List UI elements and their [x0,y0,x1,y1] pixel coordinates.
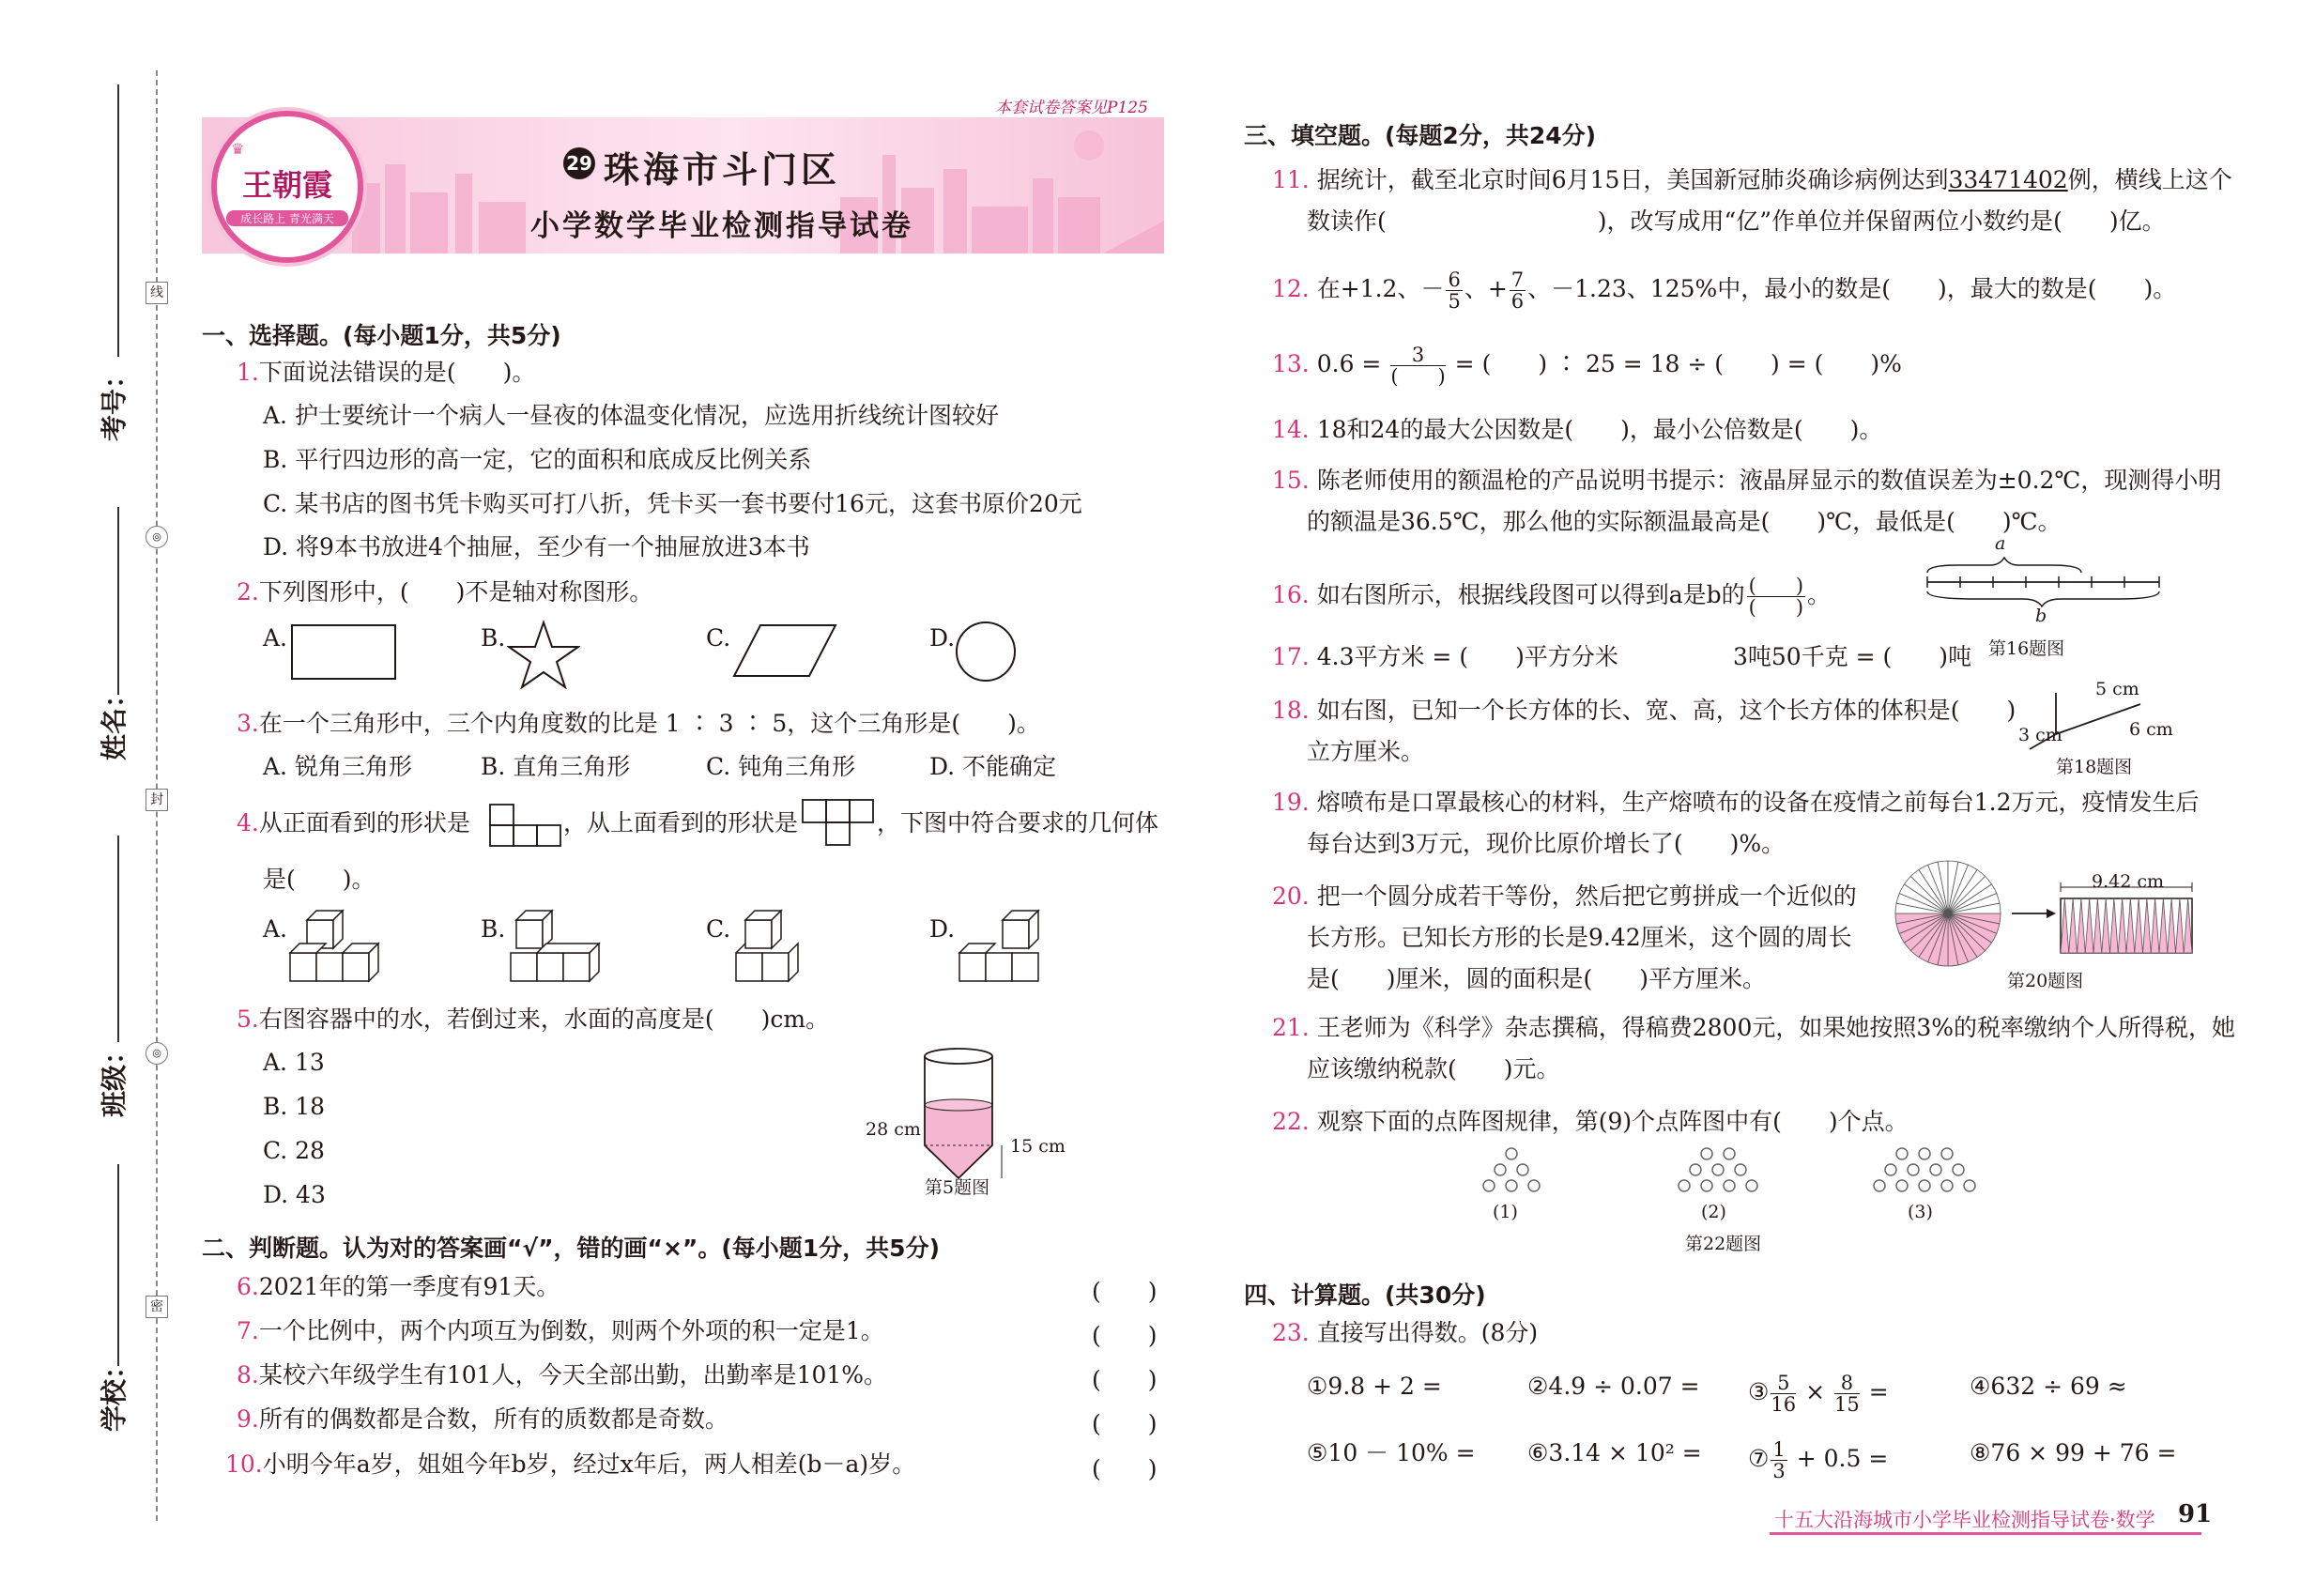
q5-dim-28: 28 cm [866,1119,921,1140]
crown-icon: ♛ [231,140,245,158]
rectangle-shape [291,624,396,680]
q23-item-8: ⑧76 × 99 + 76 = [1970,1439,2177,1466]
q11-line1: 11. 据统计，截至北京时间6月15日，美国新冠肺炎确诊病例达到33471402例，横线上这个 [1272,166,2232,193]
q20-line3: 是( )厘米，圆的面积是( )平方厘米。 [1307,965,1767,992]
school-blank [117,1164,119,1366]
q18-caption: 第18题图 [2056,757,2133,777]
q22-stem: 22. 观察下面的点阵图规律，第(9)个点阵图中有( )个点。 [1272,1108,1909,1135]
section3-title: 三、填空题。(每题2分，共24分) [1244,122,1597,149]
q4-stem-c: ，下图中符合要求的几何体 [877,809,1159,836]
q5-option-d: D. 43 [263,1181,326,1208]
q22-label-3: (3) [1908,1202,1933,1222]
q9-answer-box[interactable]: ( ) [1092,1410,1158,1437]
q15-line1: 15. 陈老师使用的额温枪的产品说明书提示：液晶屏显示的数值误差为±0.2℃，现测得小明 [1272,467,2222,494]
q6-stem: 6.2021年的第一季度有91天。 [237,1273,560,1300]
q23-item-6: ⑥3.14 × 10² = [1527,1439,1702,1466]
q3-stem: 3.在一个三角形中，三个内角度数的比是 1 ∶ 3 ∶ 5，这个三角形是( )。 [237,710,1040,737]
q5-option-a: A. 13 [263,1049,325,1076]
q5-stem: 5.右图容器中的水，若倒过来，水面的高度是( )cm。 [237,1005,830,1033]
q5-dim-15: 15 cm [1010,1136,1066,1157]
circle-shape [954,620,1018,683]
q5-option-b: B. 18 [263,1093,326,1120]
q3-option-b: B. 直角三角形 [481,753,631,780]
logo-badge [211,111,363,263]
q4-label-a: A. [263,915,288,943]
q22-caption: 第22题图 [1685,1234,1762,1254]
q18-line1: 18. 如右图，已知一个长方体的长、宽、高，这个长方体的体积是( ) [1272,697,2016,724]
cube-figure-b [507,906,620,986]
front-view-figure [488,803,563,850]
q18-dim-length: 6 cm [2129,719,2173,740]
q8-stem: 8.某校六年级学生有101人，今天全部出勤，出勤率是101%。 [237,1361,888,1389]
q3-option-c: C. 钝角三角形 [706,753,856,780]
q21-line2: 应该缴纳税款( )元。 [1307,1055,1560,1082]
side-label-exam-number: 考号： [99,361,130,441]
top-view-figure [801,798,876,847]
q2-label-d: D. [929,624,956,652]
q1-option-b: B. 平行四边形的高一定，它的面积和底成反比例关系 [263,446,812,473]
class-blank [117,836,119,1042]
q1-option-a: A. 护士要统计一个病人一昼夜的体温变化情况，应选用折线统计图较好 [263,402,999,429]
q2-label-c: C. [706,624,731,652]
q1-stem: 1.下面说法错误的是( )。 [237,359,536,386]
q18-line2: 立方厘米。 [1307,738,1425,765]
q10-answer-box[interactable]: ( ) [1092,1455,1158,1482]
binding-circle-1: ◎ [146,526,168,548]
q13-stem: 13. 0.6 = $\frac{3}{( )}$ = ( ) ∶ 25 = 18 ÷ ( ) = ( )% [1272,344,1902,388]
logo-text: 王朝霞 [241,167,332,203]
q23-item-3: ③ $\frac{5}{16}$ × $\frac{8}{15}$ = [1748,1372,1889,1416]
parallelogram-shape [732,623,837,678]
binding-mark-feng: 封 [146,789,168,811]
q5-caption: 第5题图 [925,1177,990,1198]
q4-stem: 4.从正面看到的形状是 [237,809,470,836]
cube-figure-c [732,906,826,986]
q20-caption: 第20题图 [2007,971,2084,991]
q16-label-b: b [2035,606,2047,626]
q18-dim-width: 3 cm [2018,725,2062,745]
q22-dot-patterns [1464,1145,2028,1197]
q15-line2: 的额温是36.5℃，那么他的实际额温最高是( )℃，最低是( )℃。 [1307,508,2062,535]
exam-subtitle: 小学数学毕业检测指导试卷 [530,209,913,243]
exam-number-badge: 29 [563,147,595,179]
q1-option-d: D. 将9本书放进4个抽屉，至少有一个抽屉放进3本书 [263,533,810,560]
q20-line2: 长方形。已知长方形的长是9.42厘米，这个圆的周长 [1307,924,1852,951]
side-label-class: 班级： [99,1037,130,1117]
q3-option-d: D. 不能确定 [929,753,1057,780]
q23-item-7: ⑦ $\frac{1}{3}$ + 0.5 = [1748,1438,1889,1482]
q23-item-1: ①9.8 + 2 = [1307,1373,1442,1400]
binding-mark-mi: 密 [146,1296,168,1318]
q21-line1: 21. 王老师为《科学》杂志撰稿，得稿费2800元，如果她按照3%的税率缴纳个人所得税，她 [1272,1014,2236,1041]
q10-stem: 10.小明今年a岁，姐姐今年b岁，经过x年后，两人相差(b－a)岁。 [225,1450,916,1478]
q4-label-d: D. [929,915,956,943]
logo-slogan: 成长路上 青光满天 [226,210,348,226]
q14-stem: 14. 18和24的最大公因数是( )，最小公倍数是( )。 [1272,416,1883,443]
section4-title: 四、计算题。(共30分) [1244,1281,1486,1309]
q22-label-2: (2) [1701,1202,1726,1222]
q16-stem: 16. 如右图所示，根据线段图可以得到a是b的 $\frac{( )}{( )}$ 。 [1272,575,1832,619]
name-blank [117,507,119,695]
q18-dim-height: 5 cm [2095,679,2139,699]
footer-text: 十五大沿海城市小学毕业检测指导试卷·数学 [1774,1509,2155,1531]
q17-stem-b: 3吨50千克 = ( )吨 [1733,643,1972,670]
q23-item-4: ④632 ÷ 69 ≈ [1970,1373,2127,1400]
section2-title: 二、判断题。认为对的答案画“√”，错的画“×”。(每小题1分，共5分) [202,1235,940,1262]
q22-label-1: (1) [1493,1202,1518,1222]
binding-circle-2: ◎ [146,1042,168,1065]
q17-stem-a: 17. 4.3平方米 = ( )平方分米 [1272,643,1618,670]
q16-label-a: a [1995,533,2006,554]
q3-option-a: A. 锐角三角形 [263,753,412,780]
q5-option-c: C. 28 [263,1137,325,1164]
rearranged-rectangle [2061,898,2192,953]
q23-item-5: ⑤10 － 10% = [1307,1439,1476,1466]
q16-caption: 第16题图 [1988,638,2065,659]
exam-title: 珠海市斗门区 [604,148,841,191]
q6-answer-box[interactable]: ( ) [1092,1278,1158,1305]
side-label-school: 学校： [99,1352,130,1432]
q8-answer-box[interactable]: ( ) [1092,1366,1158,1393]
q19-line2: 每台达到3万元，现价比原价增长了( )%。 [1307,830,1786,857]
page-number: 91 [2178,1500,2213,1528]
exam-number-blank [117,84,119,357]
cube-figure-d [956,906,1050,986]
q7-stem: 7.一个比例中，两个内项互为倒数，则两个外项的积一定是1。 [237,1317,884,1344]
footer-rule [1770,1532,2201,1535]
q7-answer-box[interactable]: ( ) [1092,1322,1158,1349]
section1-title: 一、选择题。(每小题1分，共5分) [202,322,561,349]
q23-item-2: ②4.9 ÷ 0.07 = [1527,1373,1700,1400]
q4-stem-b: ，从上面看到的形状是 [563,809,799,836]
container-figure [915,1047,1028,1188]
q4-label-b: B. [481,915,506,943]
divided-circle [1895,861,2001,966]
star-shape [507,620,580,689]
q2-stem: 2.下列图形中，( )不是轴对称图形。 [237,578,653,606]
q4-stem-d: 是( )。 [263,866,376,893]
q20-dim-length: 9.42 cm [2092,871,2165,892]
q2-label-a: A. [263,624,288,652]
binding-mark-xian: 线 [146,282,168,304]
q12-stem: 12. 在+1.2、－ $\frac{6}{5}$ 、+ $\frac{7}{6}$ 、－1.23、125%中，最小的数是( )，最大的数是( )。 [1272,269,2177,313]
q9-stem: 9.所有的偶数都是合数，所有的质数都是奇数。 [237,1405,728,1433]
q1-option-c: C. 某书店的图书凭卡购买可打八折，凭卡买一套书要付16元，这套书原价20元 [263,490,1082,517]
cube-figure-a [286,906,399,986]
side-label-name: 姓名： [99,681,130,760]
q20-line1: 20. 把一个圆分成若干等份，然后把它剪拼成一个近似的 [1272,882,1857,910]
answer-reference: 本套试卷答案见P125 [995,99,1148,117]
q4-label-c: C. [706,915,731,943]
q19-line1: 19. 熔喷布是口罩最核心的材料，生产熔喷布的设备在疫情之前每台1.2万元，疫情发生后 [1272,789,2200,816]
q11-line2: 数读作( )，改写成用“亿”作单位并保留两位小数约是( )亿。 [1307,207,2166,235]
q2-label-b: B. [481,624,506,652]
q23-stem: 23. 直接写出得数。(8分) [1272,1319,1539,1346]
